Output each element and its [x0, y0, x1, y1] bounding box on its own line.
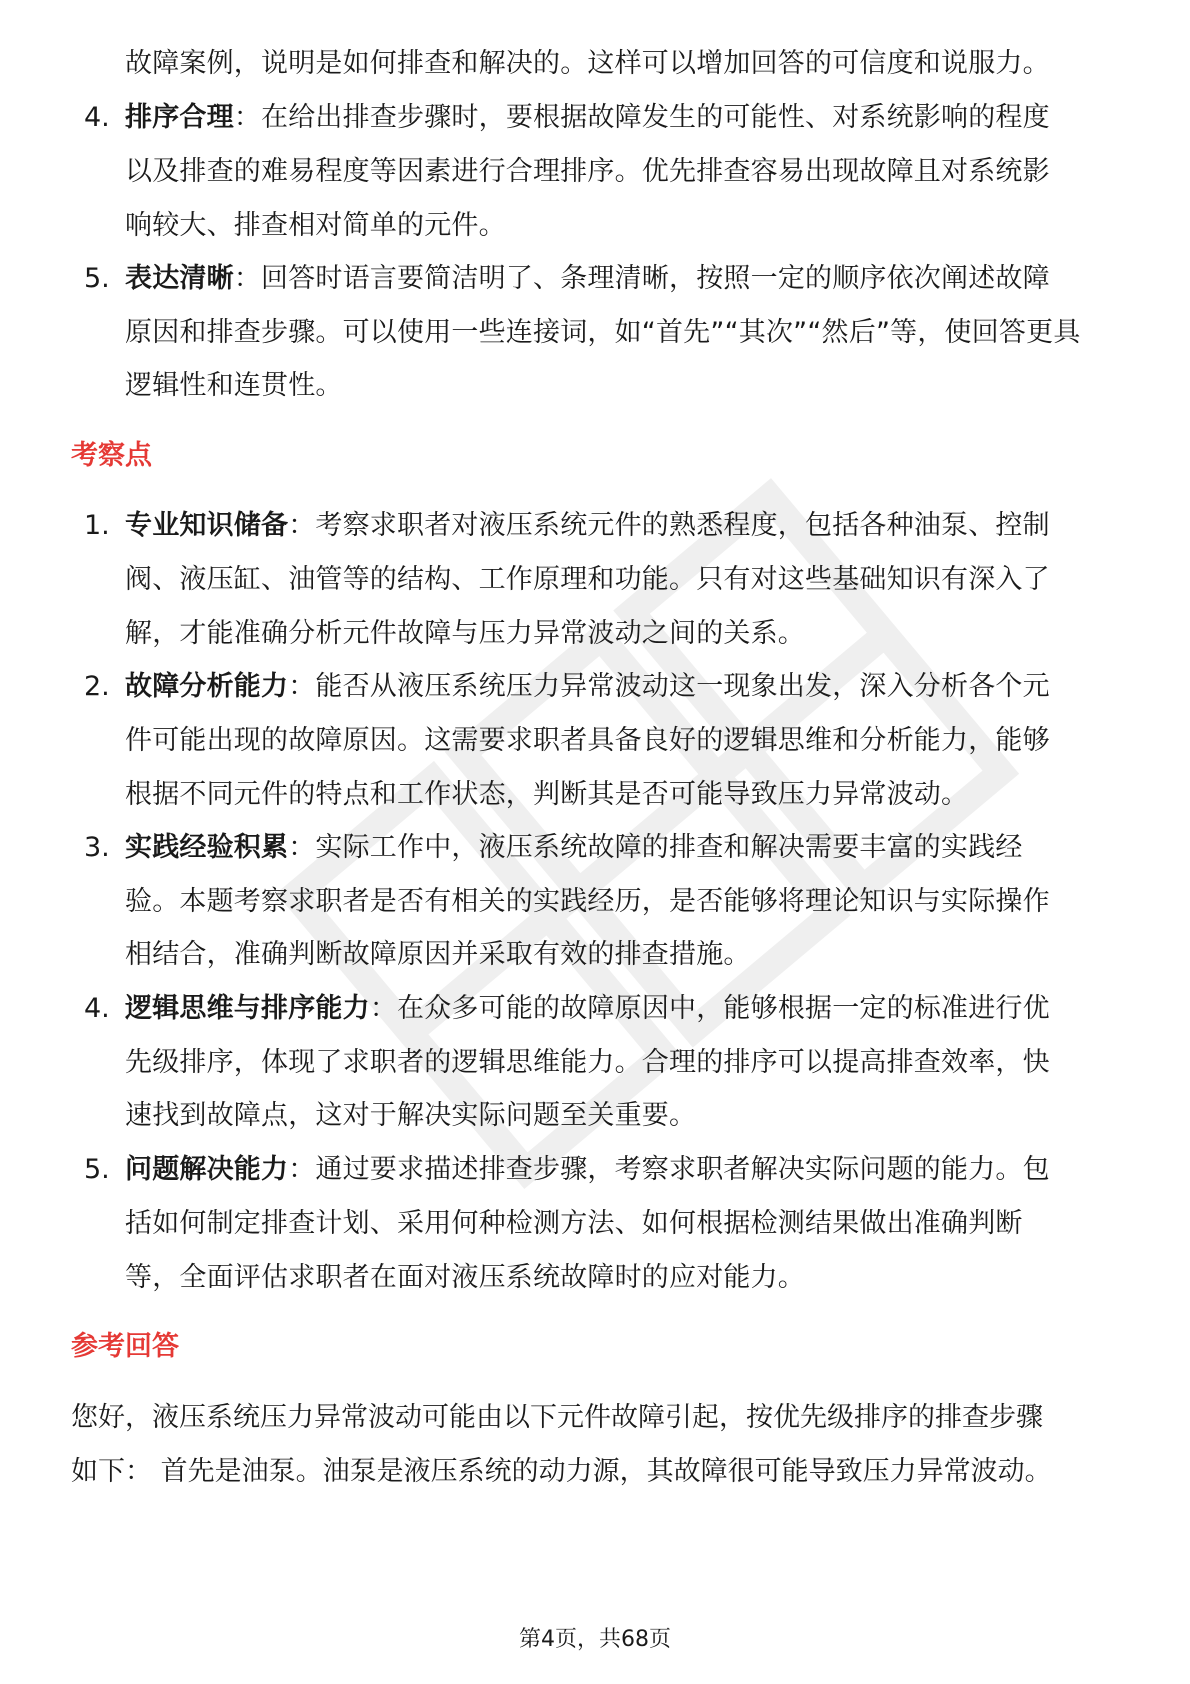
tip-separator: ： [233, 263, 262, 294]
examine-item-number: 1. [84, 510, 110, 541]
examine-item-line [125, 667, 1050, 707]
tip-line [125, 98, 1050, 138]
examine-item-separator: ： [369, 993, 398, 1024]
examine-item-number: 3. [84, 832, 110, 863]
examine-item-line [125, 828, 1023, 868]
examine-item-separator: ： [288, 832, 316, 863]
examine-item-separator: ： [288, 1154, 316, 1185]
examine-item-text: 解，才能准确分析元件故障与压力异常波动之间的关系。 [125, 618, 805, 649]
examine-item-title: 实践经验积累 [125, 832, 289, 863]
examine-item-line [125, 1150, 1050, 1190]
examine-item-text: 速找到故障点，这对于解决实际问题至关重要。 [125, 1100, 697, 1131]
examine-item-number: 4. [84, 993, 110, 1024]
tip-number: 4. [84, 102, 110, 133]
examine-item-text: 考察求职者对液压系统元件的熟悉程度，包括各种油泵、控制 [315, 510, 1050, 541]
tip-text: 以及排查的难易程度等因素进行合理排序。优先排查容易出现故障且对系统影 [125, 156, 1050, 187]
examine-item-line [125, 989, 1050, 1029]
examine-item-separator: ： [288, 671, 316, 702]
tip-separator: ： [233, 102, 262, 133]
answer-text: 如下： 首先是油泵。油泵是液压系统的动力源，其故障很可能导致压力异常波动。 [71, 1456, 1052, 1487]
examine-item-text: 相结合，准确判断故障原因并采取有效的排查措施。 [125, 939, 751, 970]
examine-item-number: 2. [84, 671, 110, 702]
examine-item-text: 验。本题考察求职者是否有相关的实践经历，是否能够将理论知识与实际操作 [125, 886, 1050, 917]
examine-item-title: 问题解决能力 [125, 1154, 289, 1185]
examine-item-text: 等，全面评估求职者在面对液压系统故障时的应对能力。 [125, 1262, 805, 1293]
examine-item-text: 根据不同元件的特点和工作状态，判断其是否可能导致压力异常波动。 [125, 779, 969, 810]
examine-item-text: 先级排序，体现了求职者的逻辑思维能力。合理的排序可以提高排查效率，快 [125, 1047, 1050, 1078]
examine-item-text: 通过要求描述排查步骤，考察求职者解决实际问题的能力。包 [315, 1154, 1050, 1185]
tip-text: 逻辑性和连贯性。 [125, 370, 343, 401]
examine-item-text: 实际工作中，液压系统故障的排查和解决需要丰富的实践经 [315, 832, 1023, 863]
page-number: 第4页，共68页 [519, 1627, 671, 1652]
examine-item-separator: ： [288, 510, 316, 541]
examine-item-text: 阀、液压缸、油管等的结构、工作原理和功能。只有对这些基础知识有深入了 [125, 564, 1050, 595]
examine-item-text: 在众多可能的故障原因中，能够根据一定的标准进行优 [397, 993, 1050, 1024]
section-title-answer: 参考回答 [71, 1331, 179, 1362]
tip-text: 回答时语言要简洁明了、条理清晰，按照一定的顺序依次阐述故障 [261, 263, 1050, 294]
examine-item-line [125, 506, 1050, 546]
examine-item-title: 专业知识储备 [125, 510, 289, 541]
continuation-text: 故障案例，说明是如何排查和解决的。这样可以增加回答的可信度和说服力。 [125, 48, 1050, 79]
tip-title: 表达清晰 [125, 263, 234, 294]
tip-line [125, 259, 1050, 299]
answer-text: 您好，液压系统压力异常波动可能由以下元件故障引起，按优先级排序的排查步骤 [71, 1402, 1043, 1433]
examine-item-title: 故障分析能力 [125, 671, 289, 702]
tip-text: 响较大、排查相对简单的元件。 [125, 210, 506, 241]
examine-item-title: 逻辑思维与排序能力 [125, 993, 370, 1024]
tip-title: 排序合理 [125, 102, 234, 133]
tip-number: 5. [84, 263, 110, 294]
examine-item-text: 件可能出现的故障原因。这需要求职者具备良好的逻辑思维和分析能力，能够 [125, 725, 1050, 756]
tip-text: 原因和排查步骤。可以使用一些连接词，如“首先”“其次”“然后”等，使回答更具 [125, 317, 1081, 348]
examine-item-number: 5. [84, 1154, 110, 1185]
examine-item-text: 能否从液压系统压力异常波动这一现象出发，深入分析各个元 [315, 671, 1050, 702]
tip-text: 在给出排查步骤时，要根据故障发生的可能性、对系统影响的程度 [261, 102, 1050, 133]
examine-item-text: 括如何制定排查计划、采用何种检测方法、如何根据检测结果做出准确判断 [125, 1208, 1023, 1239]
section-title-examine: 考察点 [71, 440, 152, 471]
